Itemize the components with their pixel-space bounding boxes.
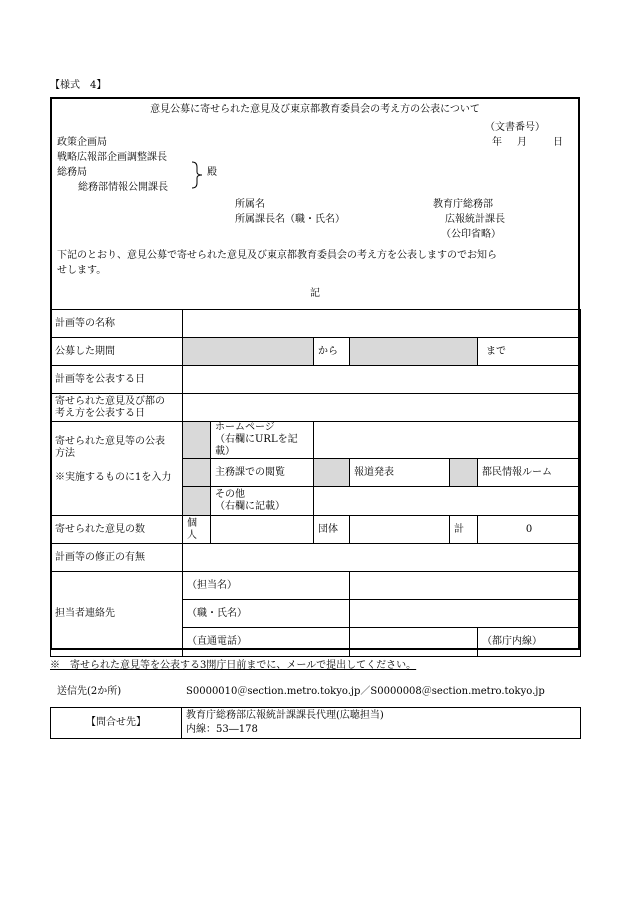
group-count-input[interactable] [350, 516, 450, 544]
phone-input[interactable] [350, 628, 478, 657]
row-opinion-count [51, 516, 581, 544]
intro-line-2: せします。 [57, 265, 107, 276]
seal-omitted: （公印省略） [441, 229, 501, 240]
addressee-title-1: 戦略広報部企画調整課長 [57, 152, 167, 163]
phone-label: （直通電話） [183, 628, 350, 657]
other-description-input[interactable] [314, 487, 581, 516]
total-label: 計 [450, 516, 478, 544]
period-start-input[interactable] [183, 338, 314, 366]
sender-department: 所属名 [235, 199, 265, 210]
row-plan-name [51, 310, 581, 338]
section-name-label: （担当名） [183, 572, 350, 600]
issuer-title: 広報統計課長 [445, 214, 505, 225]
row-revision [51, 544, 581, 572]
brace-icon [191, 161, 205, 189]
other-checkbox[interactable] [183, 487, 211, 516]
other-label: その他 （右欄に記載） [211, 487, 314, 516]
addressee-title-2: 総務部情報公開課長 [78, 182, 168, 193]
send-to-emails[interactable]: S0000010＠section.metro.tokyo.jp／S0000008＠section.metro.tokyo.jp [186, 686, 545, 697]
period-label: 公募した期間 [51, 338, 183, 366]
press-checkbox[interactable] [314, 459, 350, 487]
homepage-url-input[interactable] [314, 422, 581, 459]
honorific: 殿 [207, 167, 217, 178]
intro-line-1: 下記のとおり、意見公募で寄せられた意見及び東京都教育委員会の考え方を公表しますのでお知ら [57, 250, 497, 261]
sender-manager: 所属課長名（職・氏名） [235, 214, 345, 225]
send-to-label: 送信先(2か所) [57, 686, 122, 697]
publish-date-value[interactable] [183, 366, 581, 394]
individual-label: 個人 [183, 516, 211, 544]
homepage-label: ホームページ （右欄にURLを記載） [211, 422, 314, 459]
individual-count-input[interactable] [211, 516, 314, 544]
count-label: 寄せられた意見の数 [51, 516, 183, 544]
document-number: （文書番号） [485, 122, 545, 133]
footnote: ※ 寄せられた意見等を公表する3開庁日前までに、メールで提出してください。 [50, 660, 417, 671]
inquiry-table [50, 707, 581, 739]
row-period [51, 338, 581, 366]
period-end-input[interactable] [350, 338, 478, 366]
contact-label: 担当者連絡先 [51, 572, 183, 657]
revision-label: 計画等の修正の有無 [51, 544, 183, 572]
period-from-label: から [314, 338, 350, 366]
revision-value[interactable] [183, 544, 581, 572]
form-table [50, 309, 581, 657]
plan-name-value[interactable] [183, 310, 581, 338]
person-input[interactable] [350, 600, 581, 628]
form-title: 意見公募に寄せられた意見及び東京都教育委員会の考え方の公表について [150, 104, 480, 115]
main-section-checkbox[interactable] [183, 459, 211, 487]
addressee-bureau-1: 政策企画局 [57, 137, 107, 148]
info-room-label: 都民情報ルーム [478, 459, 581, 487]
press-label: 報道発表 [350, 459, 450, 487]
date-day: 日 [553, 137, 563, 148]
person-label: （職・氏名） [183, 600, 350, 628]
method-label: 寄せられた意見等の公表 方法 ※実施するものに1を入力 [51, 422, 183, 516]
opinion-date-value[interactable] [183, 394, 581, 422]
date-year: 年 [492, 137, 502, 148]
addressee-bureau-2: 総務局 [57, 167, 87, 178]
plan-name-label: 計画等の名称 [51, 310, 183, 338]
ki-heading: 記 [310, 288, 320, 299]
homepage-checkbox[interactable] [183, 422, 211, 459]
date-month: 月 [517, 137, 527, 148]
period-until-label: まで [478, 338, 581, 366]
group-label: 団体 [314, 516, 350, 544]
row-publish-date [51, 366, 581, 394]
main-section-label: 主務課での閲覧 [211, 459, 314, 487]
inquiry-label: 【問合せ先】 [51, 708, 182, 739]
internal-label: （都庁内線） [478, 628, 581, 657]
row-contact-section [51, 572, 581, 600]
publish-date-label: 計画等を公表する日 [51, 366, 183, 394]
inquiry-details: 教育庁総務部広報統計課課長代理(広聴担当) 内線：53―178 [182, 708, 581, 739]
form-label: 【様式 4】 [50, 80, 107, 91]
opinion-date-label: 寄せられた意見及び都の 考え方を公表する日 [51, 394, 183, 422]
info-room-checkbox[interactable] [450, 459, 478, 487]
issuer-department: 教育庁総務部 [433, 199, 493, 210]
row-opinion-date [51, 394, 581, 422]
section-name-input[interactable] [350, 572, 581, 600]
total-value: 0 [478, 516, 581, 544]
row-method-homepage [51, 422, 581, 459]
